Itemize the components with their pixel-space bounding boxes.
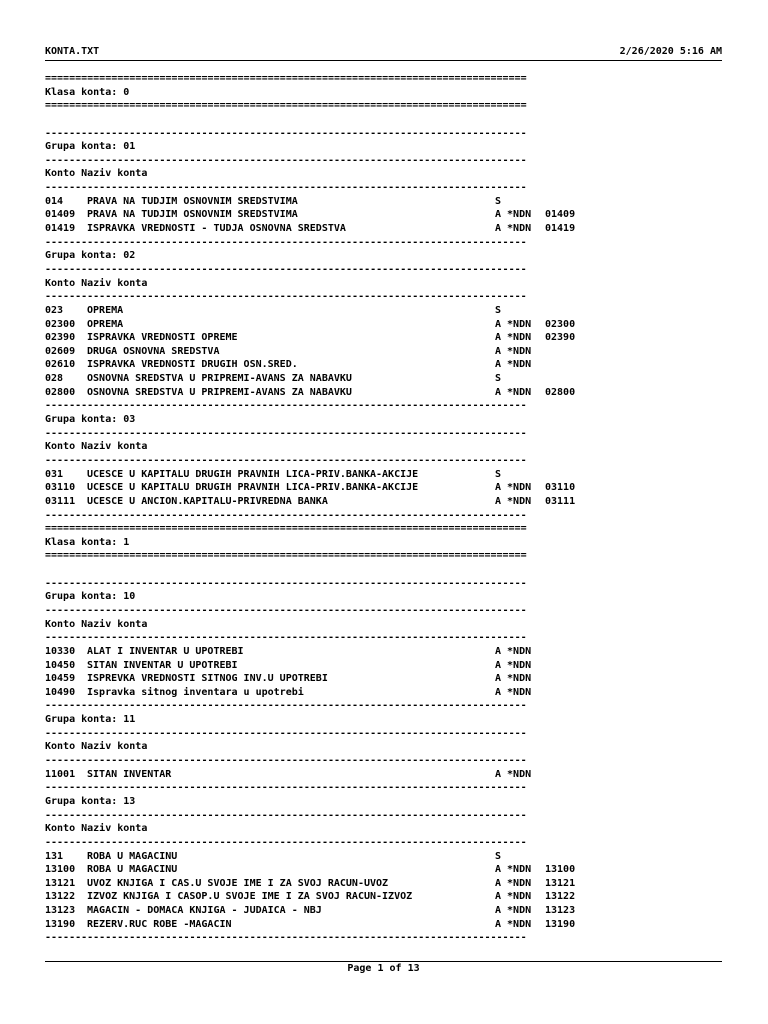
account-code: 13121 <box>45 877 76 889</box>
account-type: A *NDN <box>495 223 532 235</box>
separator-dashed: -------------------------------------------------------------------------------- <box>45 755 527 767</box>
account-name: MAGACIN - DOMACA KNJIGA - JUDAICA - NBJ <box>81 905 322 917</box>
account-type: S <box>495 468 502 480</box>
account-row <box>45 195 585 209</box>
account-type: A *NDN <box>495 209 532 221</box>
column-naziv: Naziv konta <box>81 277 148 289</box>
account-type: A *NDN <box>495 645 532 657</box>
account-code: 13123 <box>45 905 76 917</box>
column-header <box>45 440 585 454</box>
page-number: Page 1 of 13 <box>347 963 420 974</box>
separator-dashed: -------------------------------------------------------------------------------- <box>45 154 527 166</box>
account-code: 02609 <box>45 345 76 357</box>
account-name: ISPRAVKA VREDNOSTI - TUDJA OSNOVNA SREDSTVA <box>81 223 346 235</box>
account-code: 131 <box>45 850 64 862</box>
account-code: 02610 <box>45 359 76 371</box>
account-row <box>45 495 585 509</box>
account-name: Ispravka sitnog inventara u upotrebi <box>81 686 304 698</box>
page-footer <box>45 961 722 975</box>
klasa-heading: Klasa konta: 0 <box>45 86 130 98</box>
account-code: 10330 <box>45 645 76 657</box>
account-code: 10490 <box>45 686 76 698</box>
separator-double: ================================================================================ <box>45 100 527 112</box>
account-row <box>45 672 585 686</box>
account-type: S <box>495 195 502 207</box>
account-name: ROBA U MAGACINU <box>81 850 178 862</box>
grupa-heading: Grupa konta: 03 <box>45 414 136 426</box>
account-row <box>45 358 585 372</box>
separator-dashed: -------------------------------------------------------------------------------- <box>45 809 527 821</box>
account-type: A *NDN <box>495 891 532 903</box>
account-row <box>45 863 585 877</box>
account-type: A *NDN <box>495 359 532 371</box>
print-date: 2/26/2020 5:16 AM <box>619 46 722 57</box>
account-row <box>45 386 585 400</box>
account-code: 02800 <box>45 386 76 398</box>
separator-dashed: -------------------------------------------------------------------------------- <box>45 454 527 466</box>
separator-dashed: -------------------------------------------------------------------------------- <box>45 400 527 412</box>
account-name: OPREMA <box>81 318 124 330</box>
grupa-heading: Grupa konta: 01 <box>45 141 136 153</box>
account-type: A *NDN <box>495 864 532 876</box>
account-name: PRAVA NA TUDJIM OSNOVNIM SREDSTVIMA <box>81 195 298 207</box>
column-konto: Konto <box>45 741 82 753</box>
account-name: REZERV.RUC ROBE -MAGACIN <box>81 918 232 930</box>
file-name: KONTA.TXT <box>45 46 100 57</box>
column-konto: Konto <box>45 168 82 180</box>
account-ref: 01419 <box>545 223 576 235</box>
grupa-heading: Grupa konta: 13 <box>45 795 136 807</box>
column-header <box>45 167 585 181</box>
separator-dashed: -------------------------------------------------------------------------------- <box>45 427 527 439</box>
account-row <box>45 345 585 359</box>
account-type: A *NDN <box>495 318 532 330</box>
account-row <box>45 481 585 495</box>
account-name: PRAVA NA TUDJIM OSNOVNIM SREDSTVIMA <box>81 209 298 221</box>
account-type: S <box>495 304 502 316</box>
grupa-heading: Grupa konta: 11 <box>45 714 136 726</box>
page-header <box>45 46 722 61</box>
account-row <box>45 331 585 345</box>
account-ref: 02390 <box>545 332 576 344</box>
column-header <box>45 277 585 291</box>
account-name: UCESCE U ANCION.KAPITALU-PRIVREDNA BANKA <box>81 495 328 507</box>
account-name: ISPREVKA VREDNOSTI SITNOG INV.U UPOTREBI <box>81 673 328 685</box>
account-name: DRUGA OSNOVNA SREDSTVA <box>81 345 220 357</box>
account-row <box>45 768 585 782</box>
account-row <box>45 645 585 659</box>
separator-dashed: -------------------------------------------------------------------------------- <box>45 632 527 644</box>
account-name: SITAN INVENTAR <box>81 768 172 780</box>
account-name: IZVOZ KNJIGA I CASOP.U SVOJE IME I ZA SVOJ RACUN-IZVOZ <box>81 891 413 903</box>
separator-dashed: -------------------------------------------------------------------------------- <box>45 604 527 616</box>
account-code: 11001 <box>45 768 76 780</box>
account-code: 028 <box>45 373 64 385</box>
column-header <box>45 822 585 836</box>
separator-dashed: -------------------------------------------------------------------------------- <box>45 263 527 275</box>
account-type: A *NDN <box>495 345 532 357</box>
account-ref: 13122 <box>545 891 576 903</box>
account-type: A *NDN <box>495 386 532 398</box>
account-row <box>45 686 585 700</box>
spacer-line <box>45 113 585 127</box>
account-row <box>45 659 585 673</box>
account-ref: 03111 <box>545 495 576 507</box>
account-ref: 02800 <box>545 386 576 398</box>
separator-dashed: -------------------------------------------------------------------------------- <box>45 727 527 739</box>
column-konto: Konto <box>45 277 82 289</box>
account-type: A *NDN <box>495 673 532 685</box>
account-type: A *NDN <box>495 482 532 494</box>
account-name: ISPRAVKA VREDNOSTI OPREME <box>81 332 238 344</box>
account-type: A *NDN <box>495 768 532 780</box>
account-code: 02390 <box>45 332 76 344</box>
account-type: S <box>495 373 502 385</box>
separator-dashed: -------------------------------------------------------------------------------- <box>45 127 527 139</box>
column-konto: Konto <box>45 441 82 453</box>
account-code: 031 <box>45 468 64 480</box>
account-code: 13190 <box>45 918 76 930</box>
account-row <box>45 222 585 236</box>
klasa-heading: Klasa konta: 1 <box>45 536 130 548</box>
account-row <box>45 918 585 932</box>
account-name: UVOZ KNJIGA I CAS.U SVOJE IME I ZA SVOJ RACUN-UVOZ <box>81 877 389 889</box>
spacer-line <box>45 563 585 577</box>
account-code: 01419 <box>45 223 76 235</box>
account-ref: 13190 <box>545 918 576 930</box>
separator-dashed: -------------------------------------------------------------------------------- <box>45 782 527 794</box>
account-type: A *NDN <box>495 905 532 917</box>
account-row <box>45 304 585 318</box>
account-name: OSNOVNA SREDSTVA U PRIPREMI-AVANS ZA NABAVKU <box>81 386 352 398</box>
separator-dashed: -------------------------------------------------------------------------------- <box>45 236 527 248</box>
account-type: A *NDN <box>495 659 532 671</box>
account-name: SITAN INVENTAR U UPOTREBI <box>81 659 238 671</box>
account-name: ISPRAVKA VREDNOSTI DRUGIH OSN.SRED. <box>81 359 298 371</box>
account-row <box>45 318 585 332</box>
separator-dashed: -------------------------------------------------------------------------------- <box>45 700 527 712</box>
account-row <box>45 372 585 386</box>
account-report <box>45 72 585 945</box>
account-code: 13122 <box>45 891 76 903</box>
account-code: 02300 <box>45 318 76 330</box>
account-code: 014 <box>45 195 64 207</box>
account-name: OPREMA <box>81 304 124 316</box>
account-ref: 02300 <box>545 318 576 330</box>
account-ref: 13123 <box>545 905 576 917</box>
account-row <box>45 904 585 918</box>
separator-double: ================================================================================ <box>45 550 527 562</box>
account-ref: 01409 <box>545 209 576 221</box>
separator-double: ================================================================================ <box>45 523 527 535</box>
account-code: 03111 <box>45 495 76 507</box>
separator-double: ================================================================================ <box>45 73 527 84</box>
separator-dashed: -------------------------------------------------------------------------------- <box>45 509 527 521</box>
separator-dashed: -------------------------------------------------------------------------------- <box>45 836 527 848</box>
account-type: A *NDN <box>495 686 532 698</box>
separator-dashed: -------------------------------------------------------------------------------- <box>45 182 527 194</box>
column-konto: Konto <box>45 618 82 630</box>
column-header <box>45 740 585 754</box>
account-type: S <box>495 850 502 862</box>
account-name: OSNOVNA SREDSTVA U PRIPREMI-AVANS ZA NABAVKU <box>81 373 352 385</box>
account-type: A *NDN <box>495 877 532 889</box>
column-naziv: Naziv konta <box>81 441 148 453</box>
column-naziv: Naziv konta <box>81 741 148 753</box>
account-ref: 13100 <box>545 864 576 876</box>
column-naziv: Naziv konta <box>81 168 148 180</box>
column-naziv: Naziv konta <box>81 823 148 835</box>
separator-dashed: -------------------------------------------------------------------------------- <box>45 932 527 944</box>
account-name: ROBA U MAGACINU <box>81 864 178 876</box>
account-code: 023 <box>45 304 64 316</box>
account-type: A *NDN <box>495 918 532 930</box>
account-row <box>45 208 585 222</box>
account-code: 01409 <box>45 209 76 221</box>
account-name: UCESCE U KAPITALU DRUGIH PRAVNIH LICA-PRIV.BANKA-AKCIJE <box>81 468 419 480</box>
account-code: 03110 <box>45 482 76 494</box>
separator-dashed: -------------------------------------------------------------------------------- <box>45 577 527 589</box>
account-type: A *NDN <box>495 495 532 507</box>
account-code: 13100 <box>45 864 76 876</box>
account-ref: 03110 <box>545 482 576 494</box>
account-ref: 13121 <box>545 877 576 889</box>
grupa-heading: Grupa konta: 02 <box>45 250 136 262</box>
separator-dashed: -------------------------------------------------------------------------------- <box>45 291 527 303</box>
account-name: UCESCE U KAPITALU DRUGIH PRAVNIH LICA-PRIV.BANKA-AKCIJE <box>81 482 419 494</box>
account-code: 10459 <box>45 673 76 685</box>
account-row <box>45 890 585 904</box>
column-naziv: Naziv konta <box>81 618 148 630</box>
account-row <box>45 850 585 864</box>
account-row <box>45 877 585 891</box>
account-row <box>45 468 585 482</box>
account-code: 10450 <box>45 659 76 671</box>
column-header <box>45 618 585 632</box>
grupa-heading: Grupa konta: 10 <box>45 591 136 603</box>
account-name: ALAT I INVENTAR U UPOTREBI <box>81 645 244 657</box>
column-konto: Konto <box>45 823 82 835</box>
account-type: A *NDN <box>495 332 532 344</box>
